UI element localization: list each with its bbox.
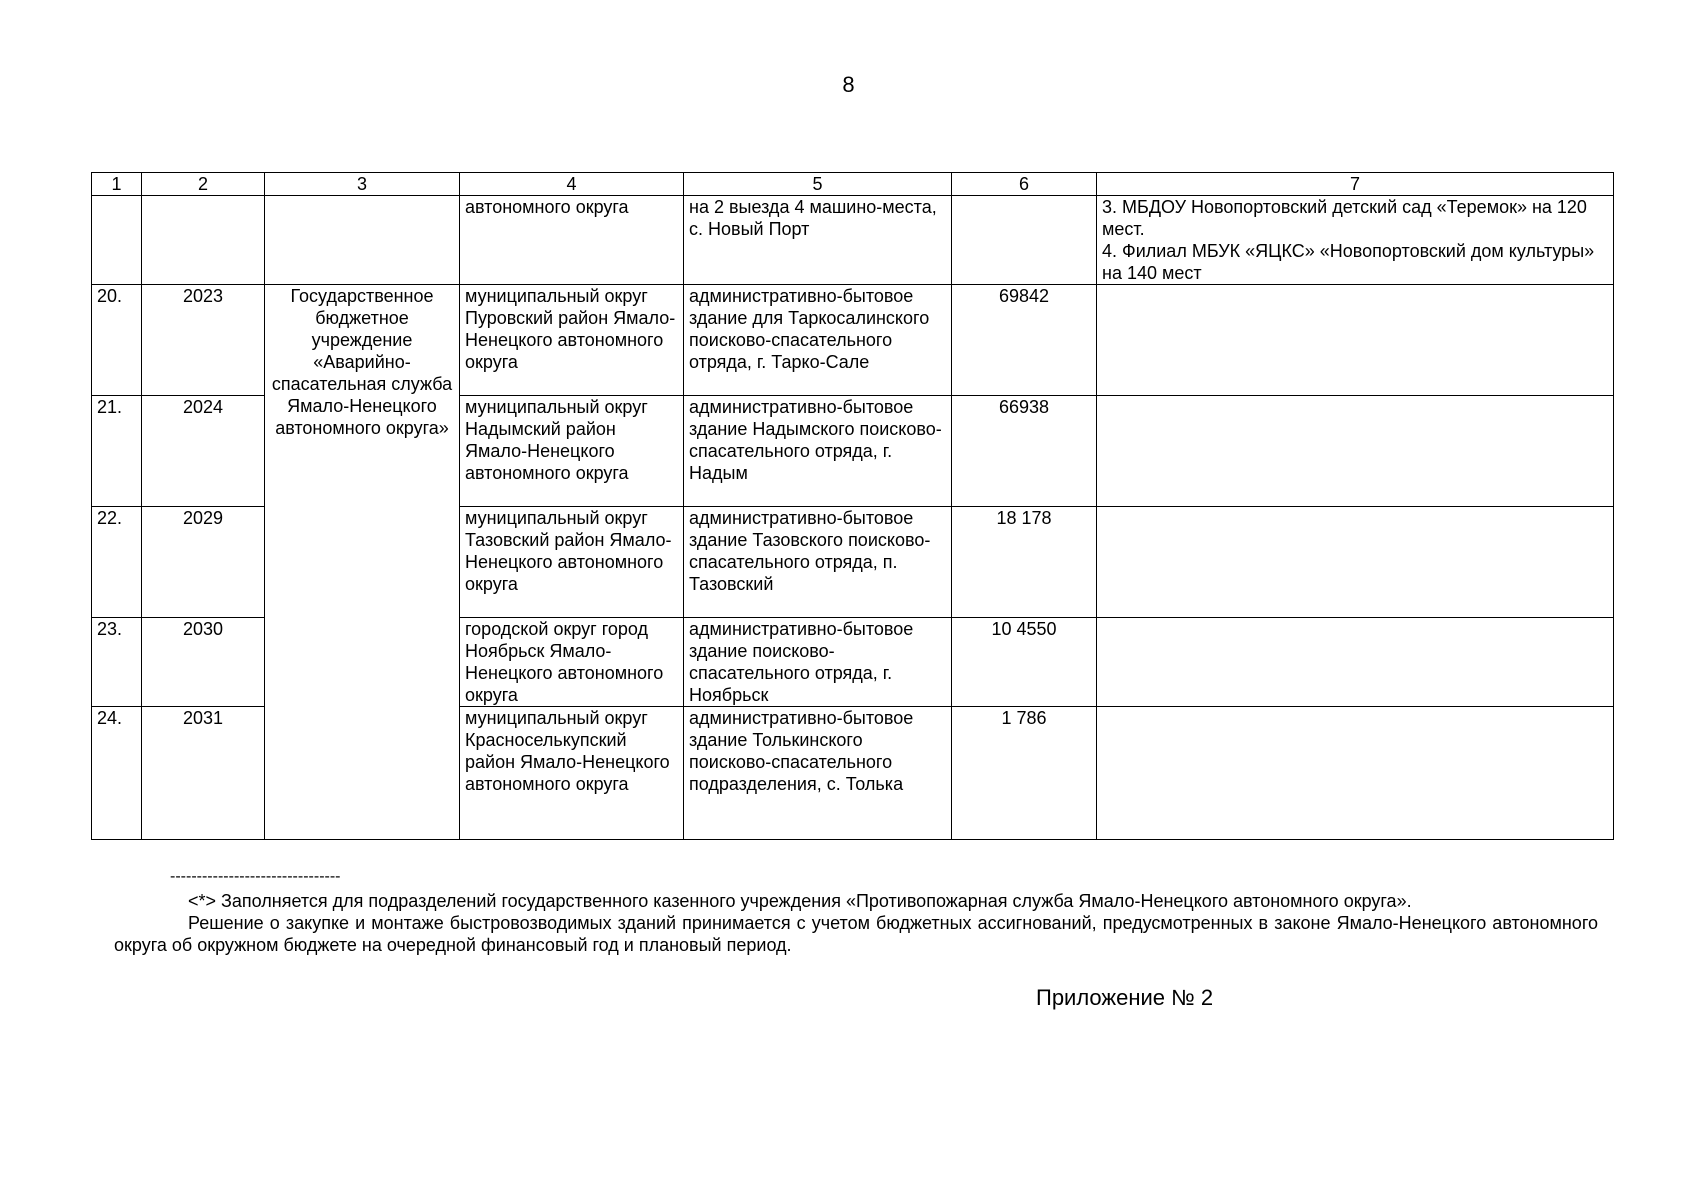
- objects-table: [91, 172, 1614, 840]
- cell-code: 2023: [142, 285, 265, 396]
- cell-code: 2029: [142, 507, 265, 618]
- cell-institution: [265, 196, 460, 285]
- cell-num: 20.: [92, 285, 142, 396]
- cell-note: [1097, 196, 1614, 285]
- header-cell-1: 1: [92, 173, 142, 196]
- cell-object: административно-бытовое здание для Таркосалинского поисково-спасательного отряда, г. Тарко-Сале: [684, 285, 952, 396]
- cell-num: 24.: [92, 707, 142, 840]
- header-cell-5: 5: [684, 173, 952, 196]
- header-cell-3: 3: [265, 173, 460, 196]
- cell-num: [92, 196, 142, 285]
- page-number: 8: [842, 72, 855, 97]
- cell-object: на 2 выезда 4 машино-места, с. Новый Порт: [684, 196, 952, 285]
- footnote: <*> Заполняется для подразделений государственного казенного учреждения «Противопожарная служба Ямало-Ненецкого автономного округа».: [188, 891, 1412, 911]
- note-line: 3. МБДОУ Новопортовский детский сад «Теремок» на 120 мест.: [1102, 197, 1587, 239]
- cell-code: [142, 196, 265, 285]
- header-cell-6: 6: [952, 173, 1097, 196]
- footnote: Решение о закупке и монтаже быстровозводимых зданий принимается с учетом бюджетных ассигнований, предусмотренных в законе Ямало-Ненецкого автономного округа об окружном бюджете на очередной финансовый год и плановый период.: [114, 913, 1598, 955]
- table-row: [92, 285, 1614, 396]
- cell-note: [1097, 507, 1614, 618]
- cell-municipality: муниципальный округ Красноселькупский район Ямало-Ненецкого автономного округа: [460, 707, 684, 840]
- cell-institution: Государственное бюджетное учреждение «Аварийно-спасательная служба Ямало-Ненецкого автономного округа»: [265, 285, 460, 840]
- cell-note: [1097, 707, 1614, 840]
- cell-municipality: автономного округа: [460, 196, 684, 285]
- cell-object: административно-бытовое здание Надымского поисково-спасательного отряда, г. Надым: [684, 396, 952, 507]
- header-row: [92, 173, 1614, 196]
- cell-code: 2030: [142, 618, 265, 707]
- cell-note: [1097, 618, 1614, 707]
- cell-municipality: муниципальный округ Пуровский район Ямало-Ненецкого автономного округа: [460, 285, 684, 396]
- cell-object: административно-бытовое здание Тазовского поисково-спасательного отряда, п. Тазовский: [684, 507, 952, 618]
- appendix-heading: Приложение № 2: [1036, 985, 1214, 1010]
- header-cell-2: 2: [142, 173, 265, 196]
- cell-value: [952, 196, 1097, 285]
- cell-value: 69842: [952, 285, 1097, 396]
- cell-note: [1097, 396, 1614, 507]
- cell-value: 66938: [952, 396, 1097, 507]
- cell-code: 2031: [142, 707, 265, 840]
- cell-note: [1097, 285, 1614, 396]
- cell-code: 2024: [142, 396, 265, 507]
- note-line: 4. Филиал МБУК «ЯЦКС» «Новопортовский дом культуры» на 140 мест: [1102, 241, 1595, 283]
- cell-num: 21.: [92, 396, 142, 507]
- cell-num: 22.: [92, 507, 142, 618]
- cell-value: 10 4550: [952, 618, 1097, 707]
- table-row-continuation: [92, 196, 1614, 285]
- cell-num: 23.: [92, 618, 142, 707]
- cell-municipality: муниципальный округ Надымский район Ямало-Ненецкого автономного округа: [460, 396, 684, 507]
- cell-municipality: городской округ город Ноябрьск Ямало-Ненецкого автономного округа: [460, 618, 684, 707]
- header-cell-4: 4: [460, 173, 684, 196]
- cell-object: административно-бытовое здание поисково-спасательного отряда, г. Ноябрьск: [684, 618, 952, 707]
- cell-municipality: муниципальный округ Тазовский район Ямало-Ненецкого автономного округа: [460, 507, 684, 618]
- header-cell-7: 7: [1097, 173, 1614, 196]
- footnote-separator: --------------------------------: [170, 868, 341, 885]
- cell-value: 1 786: [952, 707, 1097, 840]
- cell-value: 18 178: [952, 507, 1097, 618]
- cell-object: административно-бытовое здание Толькинского поисково-спасательного подразделения, с. Толька: [684, 707, 952, 840]
